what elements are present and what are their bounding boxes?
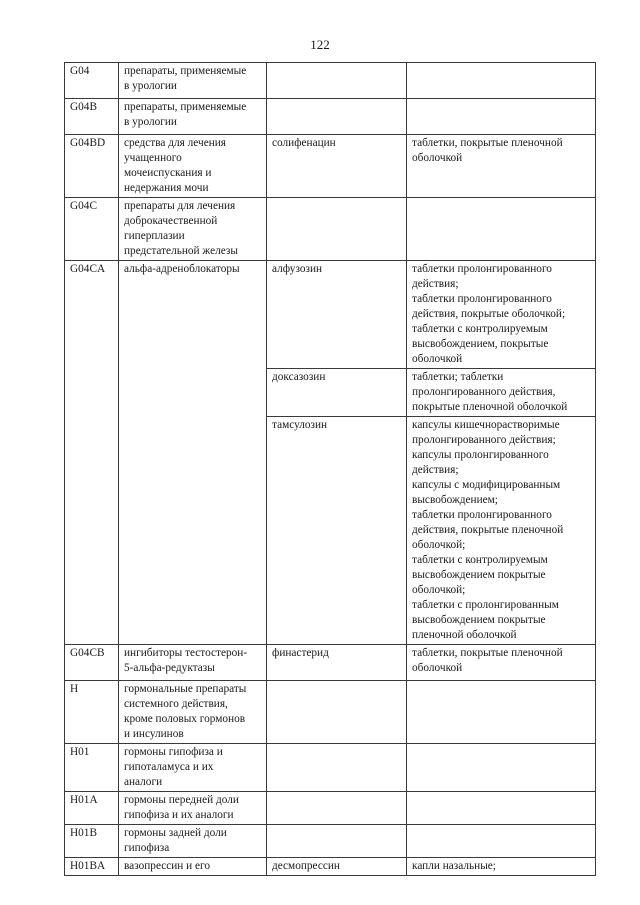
substance-cell bbox=[267, 198, 407, 261]
atc-code-cell: G04B bbox=[65, 99, 119, 135]
dosage-form-cell bbox=[407, 63, 596, 99]
dosage-form-cell: таблетки, покрытые пленочной оболочкой bbox=[407, 645, 596, 681]
substance-cell bbox=[267, 744, 407, 792]
substance-cell: доксазозин bbox=[267, 369, 407, 417]
drug-table bbox=[64, 62, 596, 876]
substance-cell: алфузозин bbox=[267, 261, 407, 369]
table-row bbox=[65, 825, 596, 858]
atc-code-cell: G04 bbox=[65, 63, 119, 99]
dosage-form-cell: таблетки, покрытые пленочной оболочкой bbox=[407, 135, 596, 198]
drug-table-container bbox=[64, 62, 595, 876]
table-row bbox=[65, 681, 596, 744]
group-cell: гормональные препараты системного действия, кроме половых гормонов и инсулинов bbox=[119, 681, 267, 744]
dosage-form-cell bbox=[407, 825, 596, 858]
group-cell: гормоны задней доли гипофиза bbox=[119, 825, 267, 858]
dosage-form-cell: капсулы кишечнорастворимые пролонгированного действия; капсулы пролонгированного действия; капсулы с модифицированным высвобождением; таблетки пролонгированного действия, покрытые пленочной оболочкой; таблетки с контролируемым высвобождением покрытые оболочкой; таблетки с пролонгированным высвобождением покрытые пленочной оболочкой bbox=[407, 417, 596, 645]
dosage-form-cell bbox=[407, 681, 596, 744]
dosage-form-cell: капли назальные; bbox=[407, 858, 596, 876]
dosage-form-cell bbox=[407, 792, 596, 825]
atc-code-cell: H01 bbox=[65, 744, 119, 792]
table-row bbox=[65, 792, 596, 825]
atc-code-cell: H01A bbox=[65, 792, 119, 825]
substance-cell: десмопрессин bbox=[267, 858, 407, 876]
atc-code-cell: G04C bbox=[65, 198, 119, 261]
group-cell: ингибиторы тестостерон- 5-альфа-редуктазы bbox=[119, 645, 267, 681]
table-row bbox=[65, 645, 596, 681]
group-cell: гормоны гипофиза и гипоталамуса и их аналоги bbox=[119, 744, 267, 792]
table-row bbox=[65, 198, 596, 261]
substance-cell bbox=[267, 681, 407, 744]
group-cell: вазопрессин и его bbox=[119, 858, 267, 876]
table-row bbox=[65, 261, 596, 369]
dosage-form-cell bbox=[407, 744, 596, 792]
group-cell: альфа-адреноблокаторы bbox=[119, 261, 267, 645]
substance-cell: тамсулозин bbox=[267, 417, 407, 645]
atc-code-cell: H01BA bbox=[65, 858, 119, 876]
dosage-form-cell bbox=[407, 198, 596, 261]
substance-cell bbox=[267, 63, 407, 99]
atc-code-cell: G04CB bbox=[65, 645, 119, 681]
group-cell: препараты для лечения доброкачественной гиперплазии предстательной железы bbox=[119, 198, 267, 261]
substance-cell: финастерид bbox=[267, 645, 407, 681]
substance-cell bbox=[267, 99, 407, 135]
substance-cell: солифенацин bbox=[267, 135, 407, 198]
table-row bbox=[65, 99, 596, 135]
group-cell: средства для лечения учащенного мочеиспускания и недержания мочи bbox=[119, 135, 267, 198]
table-row bbox=[65, 858, 596, 876]
table-row bbox=[65, 135, 596, 198]
table-row bbox=[65, 744, 596, 792]
atc-code-cell: H01B bbox=[65, 825, 119, 858]
page-number: 122 bbox=[310, 37, 330, 52]
group-cell: препараты, применяемые в урологии bbox=[119, 63, 267, 99]
atc-code-cell: H bbox=[65, 681, 119, 744]
group-cell: препараты, применяемые в урологии bbox=[119, 99, 267, 135]
dosage-form-cell bbox=[407, 99, 596, 135]
group-cell: гормоны передней доли гипофиза и их аналоги bbox=[119, 792, 267, 825]
substance-cell bbox=[267, 825, 407, 858]
atc-code-cell: G04CA bbox=[65, 261, 119, 645]
table-row bbox=[65, 63, 596, 99]
substance-cell bbox=[267, 792, 407, 825]
dosage-form-cell: таблетки пролонгированного действия; таблетки пролонгированного действия, покрытые оболочкой; таблетки с контролируемым высвобождением, покрытые оболочкой bbox=[407, 261, 596, 369]
atc-code-cell: G04BD bbox=[65, 135, 119, 198]
dosage-form-cell: таблетки; таблетки пролонгированного действия, покрытые пленочной оболочкой bbox=[407, 369, 596, 417]
